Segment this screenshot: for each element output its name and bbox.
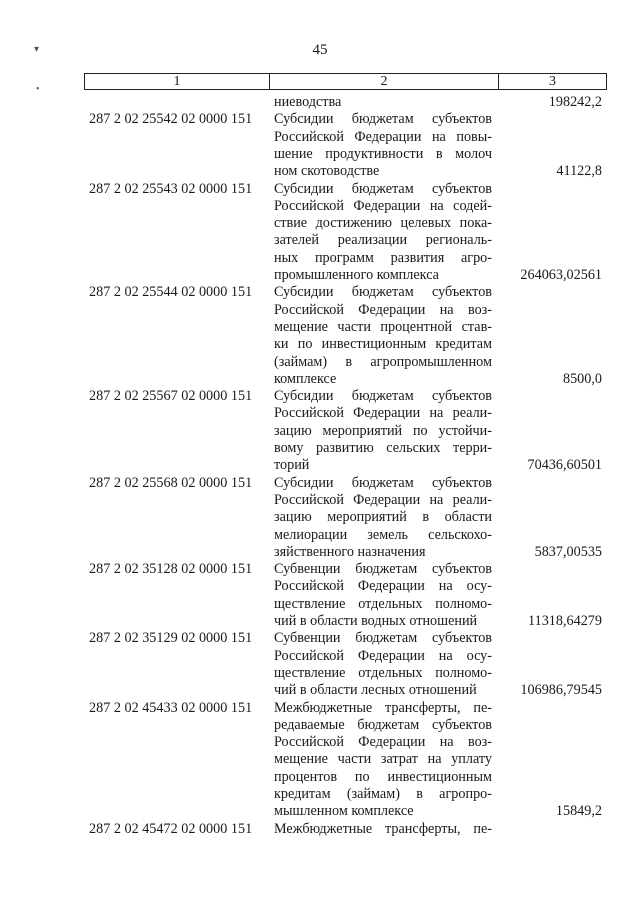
row-description-line: Российской Федерации на воз- — [274, 301, 492, 318]
row-description-line: ществление отдельных полномо- — [274, 595, 492, 612]
scan-mark: ▾ — [34, 44, 40, 55]
row-description-line: зацию мероприятий в области — [274, 509, 492, 526]
row-description-line: мещение части процентной став- — [274, 318, 492, 335]
row-description-line: ки по инвестиционным кредитам — [274, 336, 492, 353]
row-description-line: Российской Федерации на содей- — [274, 197, 492, 214]
row-description-line: мышленном комплексе — [274, 803, 414, 820]
row-amount: 198242,2 — [548, 94, 602, 110]
row-description-line: ных программ развития агро- — [274, 249, 492, 266]
column-header-1: 1 — [84, 73, 270, 90]
row-amount: 11318,64279 — [528, 613, 602, 629]
row-description-line: Субсидии бюджетам субъектов — [274, 474, 492, 491]
row-description-line: Российской Федерации на повы- — [274, 128, 492, 145]
row-description-line: Российской Федерации на реали- — [274, 491, 492, 508]
row-description-line: Российской Федерации на осу- — [274, 578, 492, 595]
row-description-line: Субсидии бюджетам субъектов — [274, 180, 492, 197]
row-description-line: Российской Федерации на реали- — [274, 405, 492, 422]
row-description-line: Субсидии бюджетам субъектов — [274, 111, 492, 128]
row-code: 287 2 02 35128 02 0000 151 — [89, 561, 253, 578]
row-code: 287 2 02 25568 02 0000 151 — [89, 474, 253, 491]
row-code: 287 2 02 25542 02 0000 151 — [89, 111, 253, 128]
row-amount: 106986,79545 — [520, 682, 602, 699]
page-number: 45 — [312, 42, 328, 58]
row-amount: 8500,0 — [562, 370, 602, 387]
row-description-line: Межбюджетные трансферты, пе- — [274, 699, 492, 716]
column-header-3: 3 — [498, 73, 607, 90]
row-amount: 15849,2 — [555, 803, 602, 820]
row-amount: 41122,8 — [556, 163, 602, 180]
row-description-line: зяйственного назначения — [274, 543, 426, 560]
row-description-line: шение продуктивности в молоч — [274, 145, 492, 162]
row-description-line: (займам) в агропромышленном — [274, 353, 492, 370]
row-description-line: чий в области лесных отношений — [274, 682, 477, 699]
row-code: 287 2 02 25544 02 0000 151 — [89, 284, 253, 301]
row-code: 287 2 02 45472 02 0000 151 — [89, 820, 253, 837]
row-code: 287 2 02 25543 02 0000 151 — [89, 180, 253, 197]
row-description-line: ном скотоводстве — [274, 163, 380, 180]
row-description-line: Российской Федерации на воз- — [274, 734, 492, 751]
row-description-line: ниеводства — [274, 94, 342, 110]
column-header-2: 2 — [269, 73, 499, 90]
row-description-line: мелиорации земель сельскохо- — [274, 526, 492, 543]
row-description-line: ствие достижению целевых пока- — [274, 215, 492, 232]
row-description-line: редаваемые бюджетам субъектов — [274, 716, 492, 733]
row-description-line: мещение части затрат на уплату — [274, 751, 492, 768]
row-description-line: зателей реализации региональ- — [274, 232, 492, 249]
row-code: 287 2 02 45433 02 0000 151 — [89, 699, 253, 716]
row-description-line: процентов по инвестиционным — [274, 768, 492, 785]
row-description-line: Субсидии бюджетам субъектов — [274, 388, 492, 405]
row-description-line: Российской Федерации на осу- — [274, 647, 492, 664]
row-description-line: кредитам (займам) в агропро- — [274, 786, 492, 802]
row-amount: 264063,02561 — [520, 267, 602, 283]
row-code: 287 2 02 25567 02 0000 151 — [89, 388, 253, 405]
scan-mark: • — [36, 84, 40, 95]
row-description-line: торий — [274, 457, 310, 474]
row-code: 287 2 02 35129 02 0000 151 — [89, 630, 253, 647]
row-description-line: ществление отдельных полномо- — [274, 664, 492, 681]
row-amount: 70436,60501 — [527, 457, 602, 474]
row-description-line: Межбюджетные трансферты, пе- — [274, 820, 492, 837]
row-description-line: зацию мероприятий по устойчи- — [274, 422, 492, 439]
row-description-line: чий в области водных отношений — [274, 613, 478, 629]
row-description-line: промышленного комплекса — [274, 267, 439, 283]
row-description-line: Субвенции бюджетам субъектов — [274, 630, 492, 647]
row-description-line: комплексе — [274, 370, 337, 387]
row-amount: 5837,00535 — [534, 543, 602, 560]
row-description-line: Субвенции бюджетам субъектов — [274, 561, 492, 578]
row-description-line: Субсидии бюджетам субъектов — [274, 284, 492, 301]
row-description-line: вому развитию сельских терри- — [274, 440, 492, 456]
